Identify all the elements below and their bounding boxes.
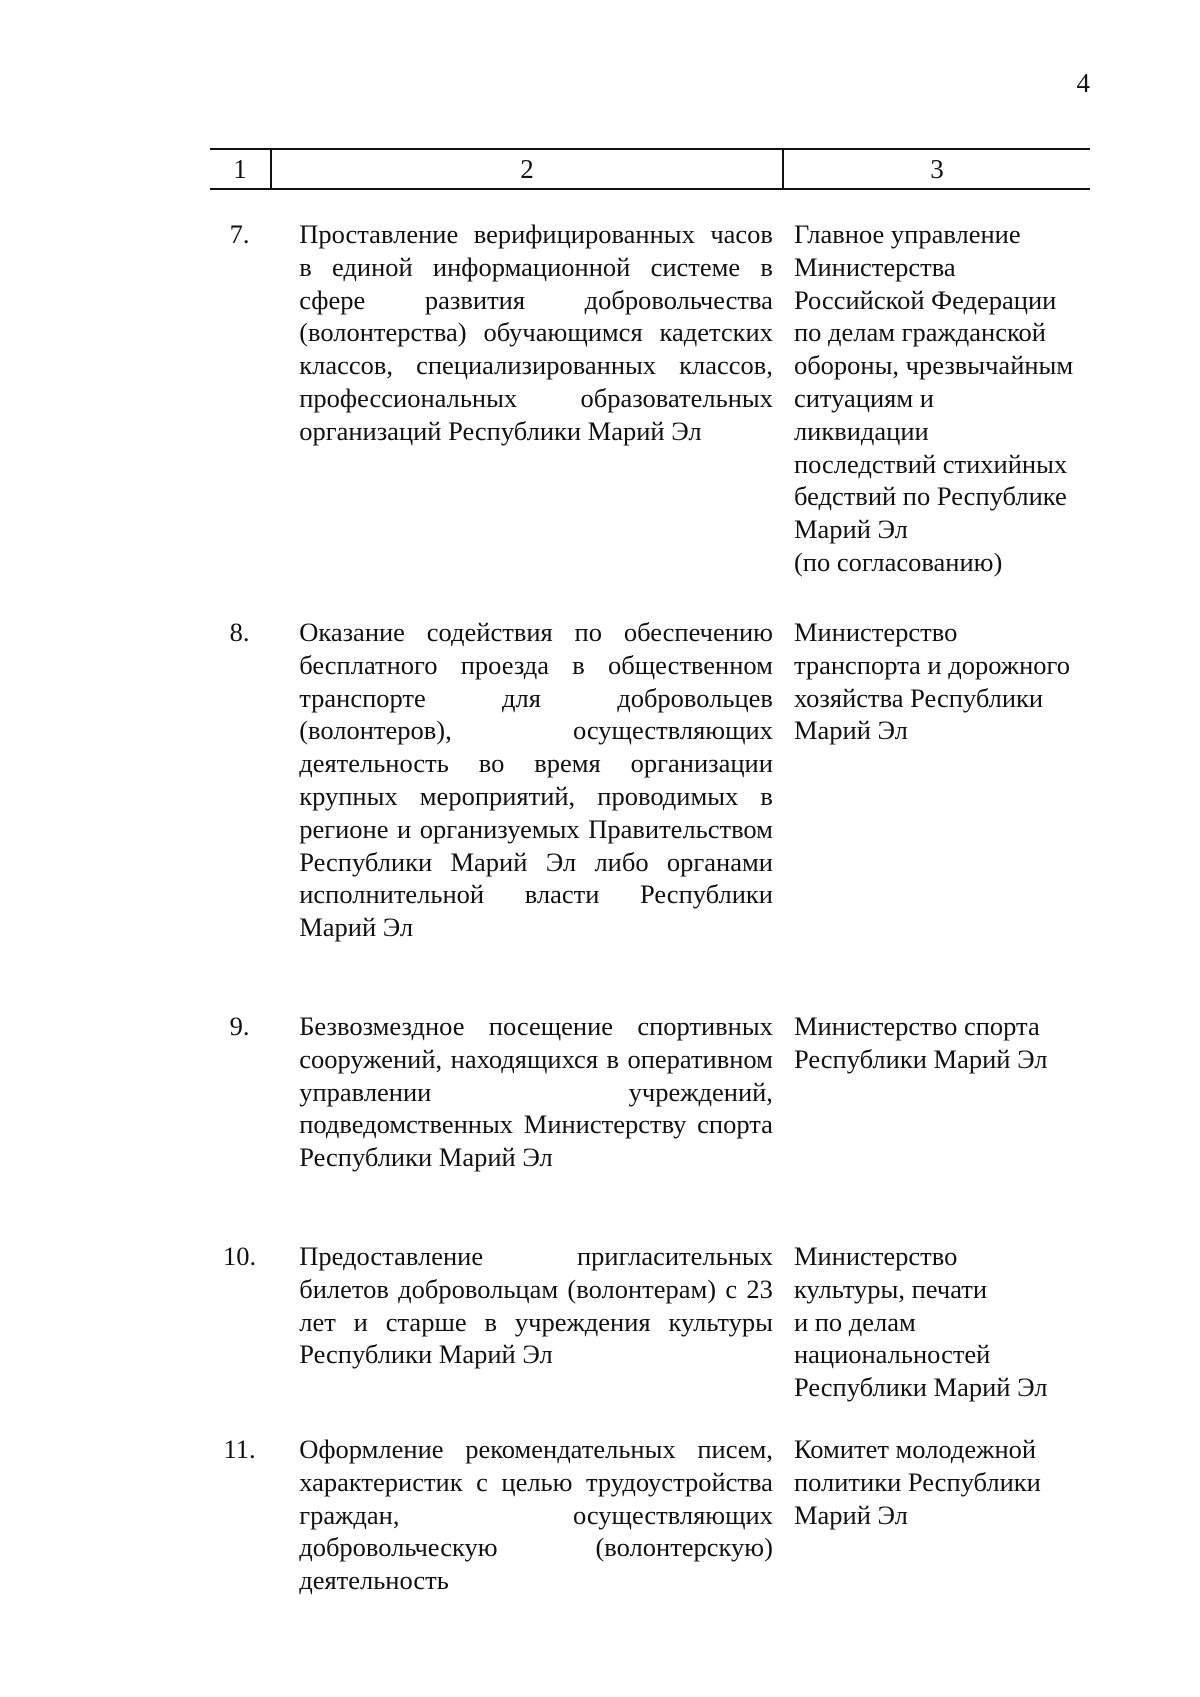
row-description: Проставление верифицированных часов в единой информационной системе в сфере развития добровольчества (волонтерства) обучающимся кадетских классов, специализированных классов, профессиональных образовательных организаций Республики Марий Эл <box>299 219 773 446</box>
table-row <box>210 1010 1090 1240</box>
table-row <box>210 218 1090 616</box>
table-row <box>210 616 1090 1010</box>
row-number: 9. <box>229 1011 250 1041</box>
row-number: 11. <box>223 1434 256 1464</box>
header-col-3: 3 <box>930 154 944 184</box>
row-agency: Министерство транспорта и дорожного хозяйства Республики Марий Эл <box>793 617 1071 746</box>
page-number: 4 <box>1076 68 1090 98</box>
header-col-1: 1 <box>210 150 272 188</box>
table-row <box>210 1240 1090 1433</box>
row-description: Безвозмездное посещение спортивных сооружений, находящихся в оперативном управлении учреждений, подведомственных Министерству спорта Республики Марий Эл <box>299 1011 773 1173</box>
row-agency: Главное управление Министерства Российской Федерации по делам гражданской обороны, чрезвычайным ситуациям и ликвидации последствий стихийных бедствий по Республике Марий Эл (по согласованию) <box>793 219 1074 577</box>
row-agency: Министерство культуры, печати и по делам национальностей Республики Марий Эл <box>793 1241 1048 1403</box>
table-header <box>210 148 1090 190</box>
table-body <box>210 218 1090 1597</box>
row-number: 8. <box>229 617 250 647</box>
row-agency: Министерство спорта Республики Марий Эл <box>793 1011 1048 1074</box>
table-row <box>210 1433 1090 1597</box>
row-number: 10. <box>223 1241 257 1271</box>
row-description: Предоставление пригласительных билетов добровольцам (волонтерам) с 23 лет и старше в учреждения культуры Республики Марий Эл <box>299 1241 773 1370</box>
header-col-2: 2 <box>272 150 784 188</box>
row-agency: Комитет молодежной политики Республики Марий Эл <box>793 1434 1041 1530</box>
row-number: 7. <box>229 219 250 249</box>
row-description: Оформление рекомендательных писем, характеристик с целью трудоустройства граждан, осуществляющих добровольческую (волонтерскую) деятельность <box>299 1434 773 1596</box>
row-description: Оказание содействия по обеспечению бесплатного проезда в общественном транспорте для добровольцев (волонтеров), осуществляющих деятельность во время организации крупных мероприятий, проводимых в регионе и организуемых Правительством Республики Марий Эл либо органами исполнительной власти Республики Марий Эл <box>299 617 773 943</box>
